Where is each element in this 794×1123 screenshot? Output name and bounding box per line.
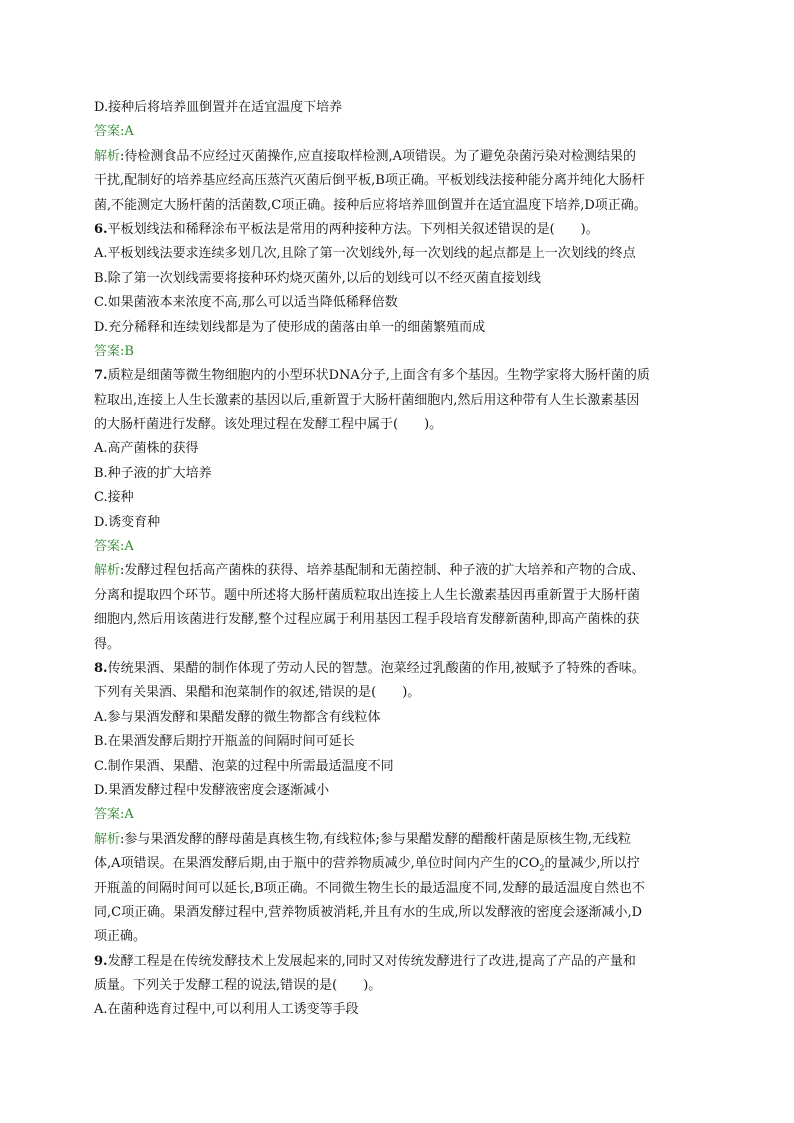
explanation-text: 体,A项错误。在果酒发酵后期,由于瓶中的营养物质减少,单位时间内产生的CO [94,856,540,872]
question-text: 平板划线法和稀释涂布平板法是常用的两种接种方法。下列相关叙述错误的是( )。 [107,221,599,237]
question-7-stem [94,364,710,388]
option-c: C.接种 [94,490,134,506]
explanation-line [94,852,710,876]
explanation-line [94,559,710,583]
explanation-line [94,828,710,852]
option-b: B.在果酒发酵后期拧开瓶盖的间隔时间可延长 [94,734,355,750]
option-a: A.高产菌株的获得 [94,441,199,457]
question-9-stem [94,950,710,974]
option-d: D.诱变育种 [94,514,161,530]
option-a: A.平板划线法要求连续多划几次,且除了第一次划线外,每一次划线的起点都是上一次划线的终点 [94,246,636,262]
explanation-line: 同,C项正确。果酒发酵过程中,营养物质被消耗,并且有水的生成,所以发酵液的密度会逐渐减小,D [94,904,643,920]
option-b: B.除了第一次划线需要将接种环灼烧灭菌外,以后的划线可以不经灭菌直接划线 [94,270,541,286]
explanation-text: :待检测食品不应经过灭菌操作,应直接取样检测,A项错误。为了避免杂菌污染对检测结果的 [120,148,637,164]
explanation-label: 解析 [94,148,121,164]
document-content [94,96,710,1023]
explanation-line: 得。 [94,636,121,652]
question-number: 9. [94,953,108,969]
explanation-line: 分离和提取四个环节。题中所述将大肠杆菌质粒取出连接上人生长激素基因再重新置于大肠杆菌 [94,587,641,603]
subscript: 2 [539,863,545,873]
explanation-line: 菌,不能测定大肠杆菌的活菌数,C项正确。接种后应将培养皿倒置并在适宜温度下培养,D项正确。 [94,197,647,213]
question-text-line: 粒取出,连接上人生长激素的基因以后,重新置于大肠杆菌细胞内,然后用这种带有人生长激素基因 [94,392,640,408]
explanation-line [94,145,710,169]
option-a: A.在菌种选育过程中,可以利用人工诱变等手段 [94,1002,359,1018]
question-8-stem [94,657,710,681]
question-text: 质粒是细菌等微生物细胞内的小型环状DNA分子,上面含有多个基因。生物学家将大肠杆菌的质 [107,368,650,384]
answer-label: 答案:A [94,807,134,823]
explanation-text: :发酵过程包括高产菌株的获得、培养基配制和无菌控制、种子液的扩大培养和产物的合成、 [120,563,645,579]
option-c: C.如果菌液本来浓度不高,那么可以适当降低稀释倍数 [94,295,398,311]
question-text-line: 的大肠杆菌进行发酵。该处理过程在发酵工程中属于( )。 [94,417,443,433]
explanation-line: 开瓶盖的间隔时间可以延长,B项正确。不同微生物生长的最适温度不同,发酵的最适温度自然也不 [94,880,645,896]
question-text: 传统果酒、果醋的制作体现了劳动人民的智慧。泡菜经过乳酸菌的作用,被赋予了特殊的香味。 [107,660,645,676]
answer-label: 答案:A [94,124,134,140]
option-b: B.种子液的扩大培养 [94,465,212,481]
answer-label: 答案:B [94,343,134,359]
answer-label: 答案:A [94,539,134,555]
question-6-stem [94,218,710,242]
question-number: 6. [94,221,108,237]
explanation-text: 的量减少,所以拧 [544,856,640,872]
option-d: D.充分稀释和连续划线都是为了使形成的菌落由单一的细菌繁殖而成 [94,319,486,335]
explanation-line: 项正确。 [94,929,147,945]
question-number: 8. [94,660,108,676]
question-text: 发酵工程是在传统发酵技术上发展起来的,同时又对传统发酵进行了改进,提高了产品的产量和 [107,953,636,969]
explanation-line: 干扰,配制好的培养基应经高压蒸汽灭菌后倒平板,B项正确。平板划线法接种能分离并纯化大肠杆 [94,173,645,189]
option-d: D.果酒发酵过程中发酵液密度会逐渐减小 [94,782,330,798]
explanation-label: 解析 [94,563,121,579]
option-a: A.参与果酒发酵和果醋发酵的微生物都含有线粒体 [94,709,381,725]
explanation-label: 解析 [94,831,121,847]
question-number: 7. [94,368,108,384]
option-d: D.接种后将培养皿倒置并在适宜温度下培养 [94,100,343,115]
explanation-line: 细胞内,然后用该菌进行发酵,整个过程应属于利用基因工程手段培育发酵新菌种,即高产菌株的获 [94,612,640,628]
option-c: C.制作果酒、果醋、泡菜的过程中所需最适温度不同 [94,758,394,774]
question-text-line: 下列有关果酒、果醋和泡菜制作的叙述,错误的是( )。 [94,685,421,701]
explanation-text: :参与果酒发酵的酵母菌是真核生物,有线粒体;参与果醋发酵的醋酸杆菌是原核生物,无线粒 [120,831,632,847]
question-text-line: 质量。下列关于发酵工程的说法,错误的是( )。 [94,978,382,994]
